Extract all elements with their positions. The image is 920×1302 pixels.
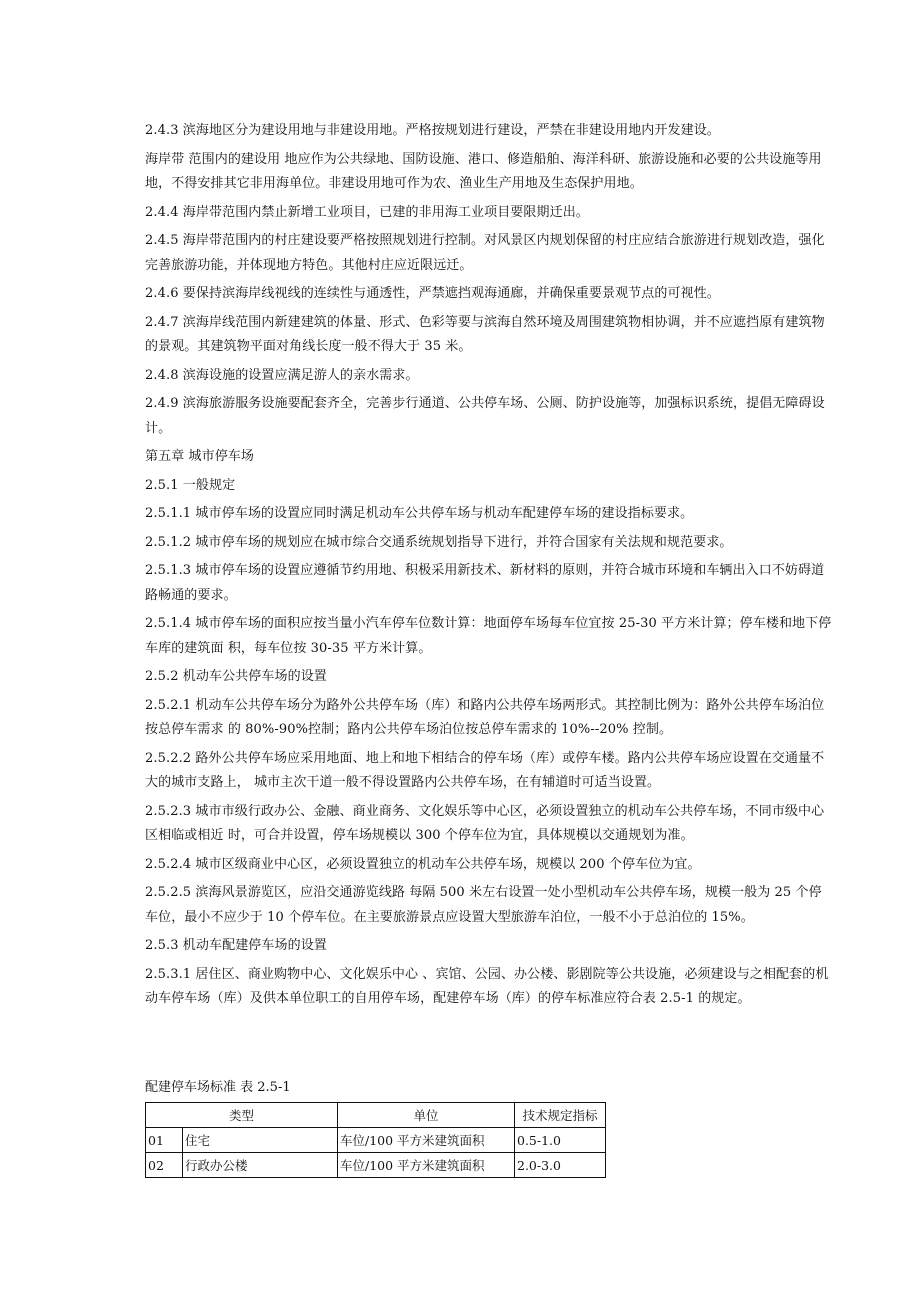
paragraph-2-4-6: 2.4.6 要保持滨海岸线视线的连续性与通透性，严禁遮挡观海通廊，并确保重要景观节点的可视性。: [145, 286, 720, 301]
section-heading-2-5-3: 2.5.3 机动车配建停车场的设置: [145, 938, 327, 953]
paragraph-2-5-1-4: 2.5.1.4 城市停车场的面积应按当量小汽车停车位数计算：地面停车场每车位宜按 25-30 平方米计算；停车楼和地下停车库的建筑面 积，每车位按 30-35 平方米计算。: [145, 616, 832, 656]
paragraph-2-5-1-1: 2.5.1.1 城市停车场的设置应同时满足机动车公共停车场与机动车配建停车场的建设指标要求。: [145, 506, 694, 521]
paragraph-coastal-land-use: 海岸带 范围内的建设用 地应作为公共绿地、国防设施、港口、修造船舶、海洋科研、旅游设施和必要的公共设施等用地，不得安排其它非用海单位。非建设用地可作为农、渔业生产用地及生态保护用地。: [145, 151, 822, 191]
table-caption: 配建停车场标准 表 2.5-1: [145, 1080, 291, 1095]
row-code: 02: [146, 1153, 183, 1178]
paragraph-2-5-1-2: 2.5.1.2 城市停车场的规划应在城市综合交通系统规划指导下进行，并符合国家有关法规和规范要求。: [145, 534, 733, 550]
paragraph-2-5-2-1: 2.5.2.1 机动车公共停车场分为路外公共停车场（库）和路内公共停车场两形式。其控制比例为：路外公共停车场泊位按总停车需求 的 80%-90%控制；路内公共停车场泊位按总停车需求的 10%--20% 控制。: [145, 697, 825, 737]
document-body: [145, 119, 833, 1016]
paragraph-2-5-1-3: 2.5.1.3 城市停车场的设置应遵循节约用地、积极采用新技术、新材料的原则，并符合城市环境和车辆出入口不妨碍道路畅通的要求。: [145, 563, 825, 603]
table-row: [146, 1153, 606, 1178]
header-type: 类型: [146, 1103, 338, 1128]
table-header-row: [146, 1103, 606, 1128]
paragraph-2-4-3: 2.4.3 滨海地区分为建设用地与非建设用地。严格按规划进行建设，严禁在非建设用地内开发建设。: [145, 123, 720, 138]
paragraph-2-5-2-4: 2.5.2.4 城市区级商业中心区，必须设置独立的机动车公共停车场，规模以 200 个停车位为宜。: [145, 856, 701, 872]
paragraph-2-4-8: 2.4.8 滨海设施的设置应满足游人的亲水需求。: [145, 367, 419, 383]
row-code: 01: [146, 1128, 183, 1153]
paragraph-2-4-7: 2.4.7 滨海岸线范围内新建建筑的体量、形式、色彩等要与滨海自然环境及周围建筑物相协调，并不应遮挡原有建筑物的景观。其建筑物平面对角线长度一般不得大于 35 米。: [145, 314, 825, 354]
row-type: 住宅: [183, 1128, 338, 1153]
paragraph-2-4-5: 2.4.5 海岸带范围内的村庄建设要严格按照规划进行控制。对风景区内规划保留的村庄应结合旅游进行规划改造，强化完善旅游功能，并体现地方特色。其他村庄应近限远迁。: [145, 233, 825, 273]
row-indicator: 0.5-1.0: [515, 1128, 606, 1153]
table-row: [146, 1128, 606, 1153]
chapter-heading: 第五章 城市停车场: [145, 449, 255, 464]
paragraph-2-4-4: 2.4.4 海岸带范围内禁止新增工业项目，已建的非用海工业项目要限期迁出。: [145, 204, 589, 220]
paragraph-2-5-2-5: 2.5.2.5 滨海风景游览区，应沿交通游览线路 每隔 500 米左右设置一处小型机动车公共停车场，规模一般为 25 个停车位，最小不应少于 10 个停车位。在主要旅游景点应设置大型旅游车泊位，一般不小于总泊位的 15%。: [145, 885, 822, 925]
paragraph-2-5-3-1: 2.5.3.1 居住区、商业购物中心、文化娱乐中心 、宾馆、公园、办公楼、影剧院等公共设施，必须建设与之相配套的机动车停车场（库）及供本单位职工的自用停车场，配建停车场（库）的停车标准应符合表 2.5-1 的规定。: [145, 966, 829, 1006]
header-indicator: 技术规定指标: [515, 1103, 606, 1128]
row-unit: 车位/100 平方米建筑面积: [338, 1153, 515, 1178]
header-unit: 单位: [338, 1103, 515, 1128]
row-type: 行政办公楼: [183, 1153, 338, 1178]
paragraph-2-5-2-3: 2.5.2.3 城市市级行政办公、金融、商业商务、文化娱乐等中心区，必须设置独立的机动车公共停车场，不同市级中心区相临或相近 时，可合并设置，停车场规模以 300 个停车位为宜，具体规模以交通规划为准。: [145, 803, 825, 843]
section-heading-2-5-1: 2.5.1 一般规定: [145, 477, 236, 493]
section-heading-2-5-2: 2.5.2 机动车公共停车场的设置: [145, 669, 327, 684]
paragraph-2-5-2-2: 2.5.2.2 路外公共停车场应采用地面、地上和地下相结合的停车场（库）或停车楼。路内公共停车场应设置在交通量不大的城市支路上， 城市主次干道一般不得设置路内公共停车场，在有辅道时可适当设置。: [145, 750, 825, 790]
row-unit: 车位/100 平方米建筑面积: [338, 1128, 515, 1153]
row-indicator: 2.0-3.0: [515, 1153, 606, 1178]
paragraph-2-4-9: 2.4.9 滨海旅游服务设施要配套齐全，完善步行通道、公共停车场、公厕、防护设施等，加强标识系统，提倡无障碍设计。: [145, 396, 825, 436]
parking-standard-table: [145, 1102, 606, 1178]
